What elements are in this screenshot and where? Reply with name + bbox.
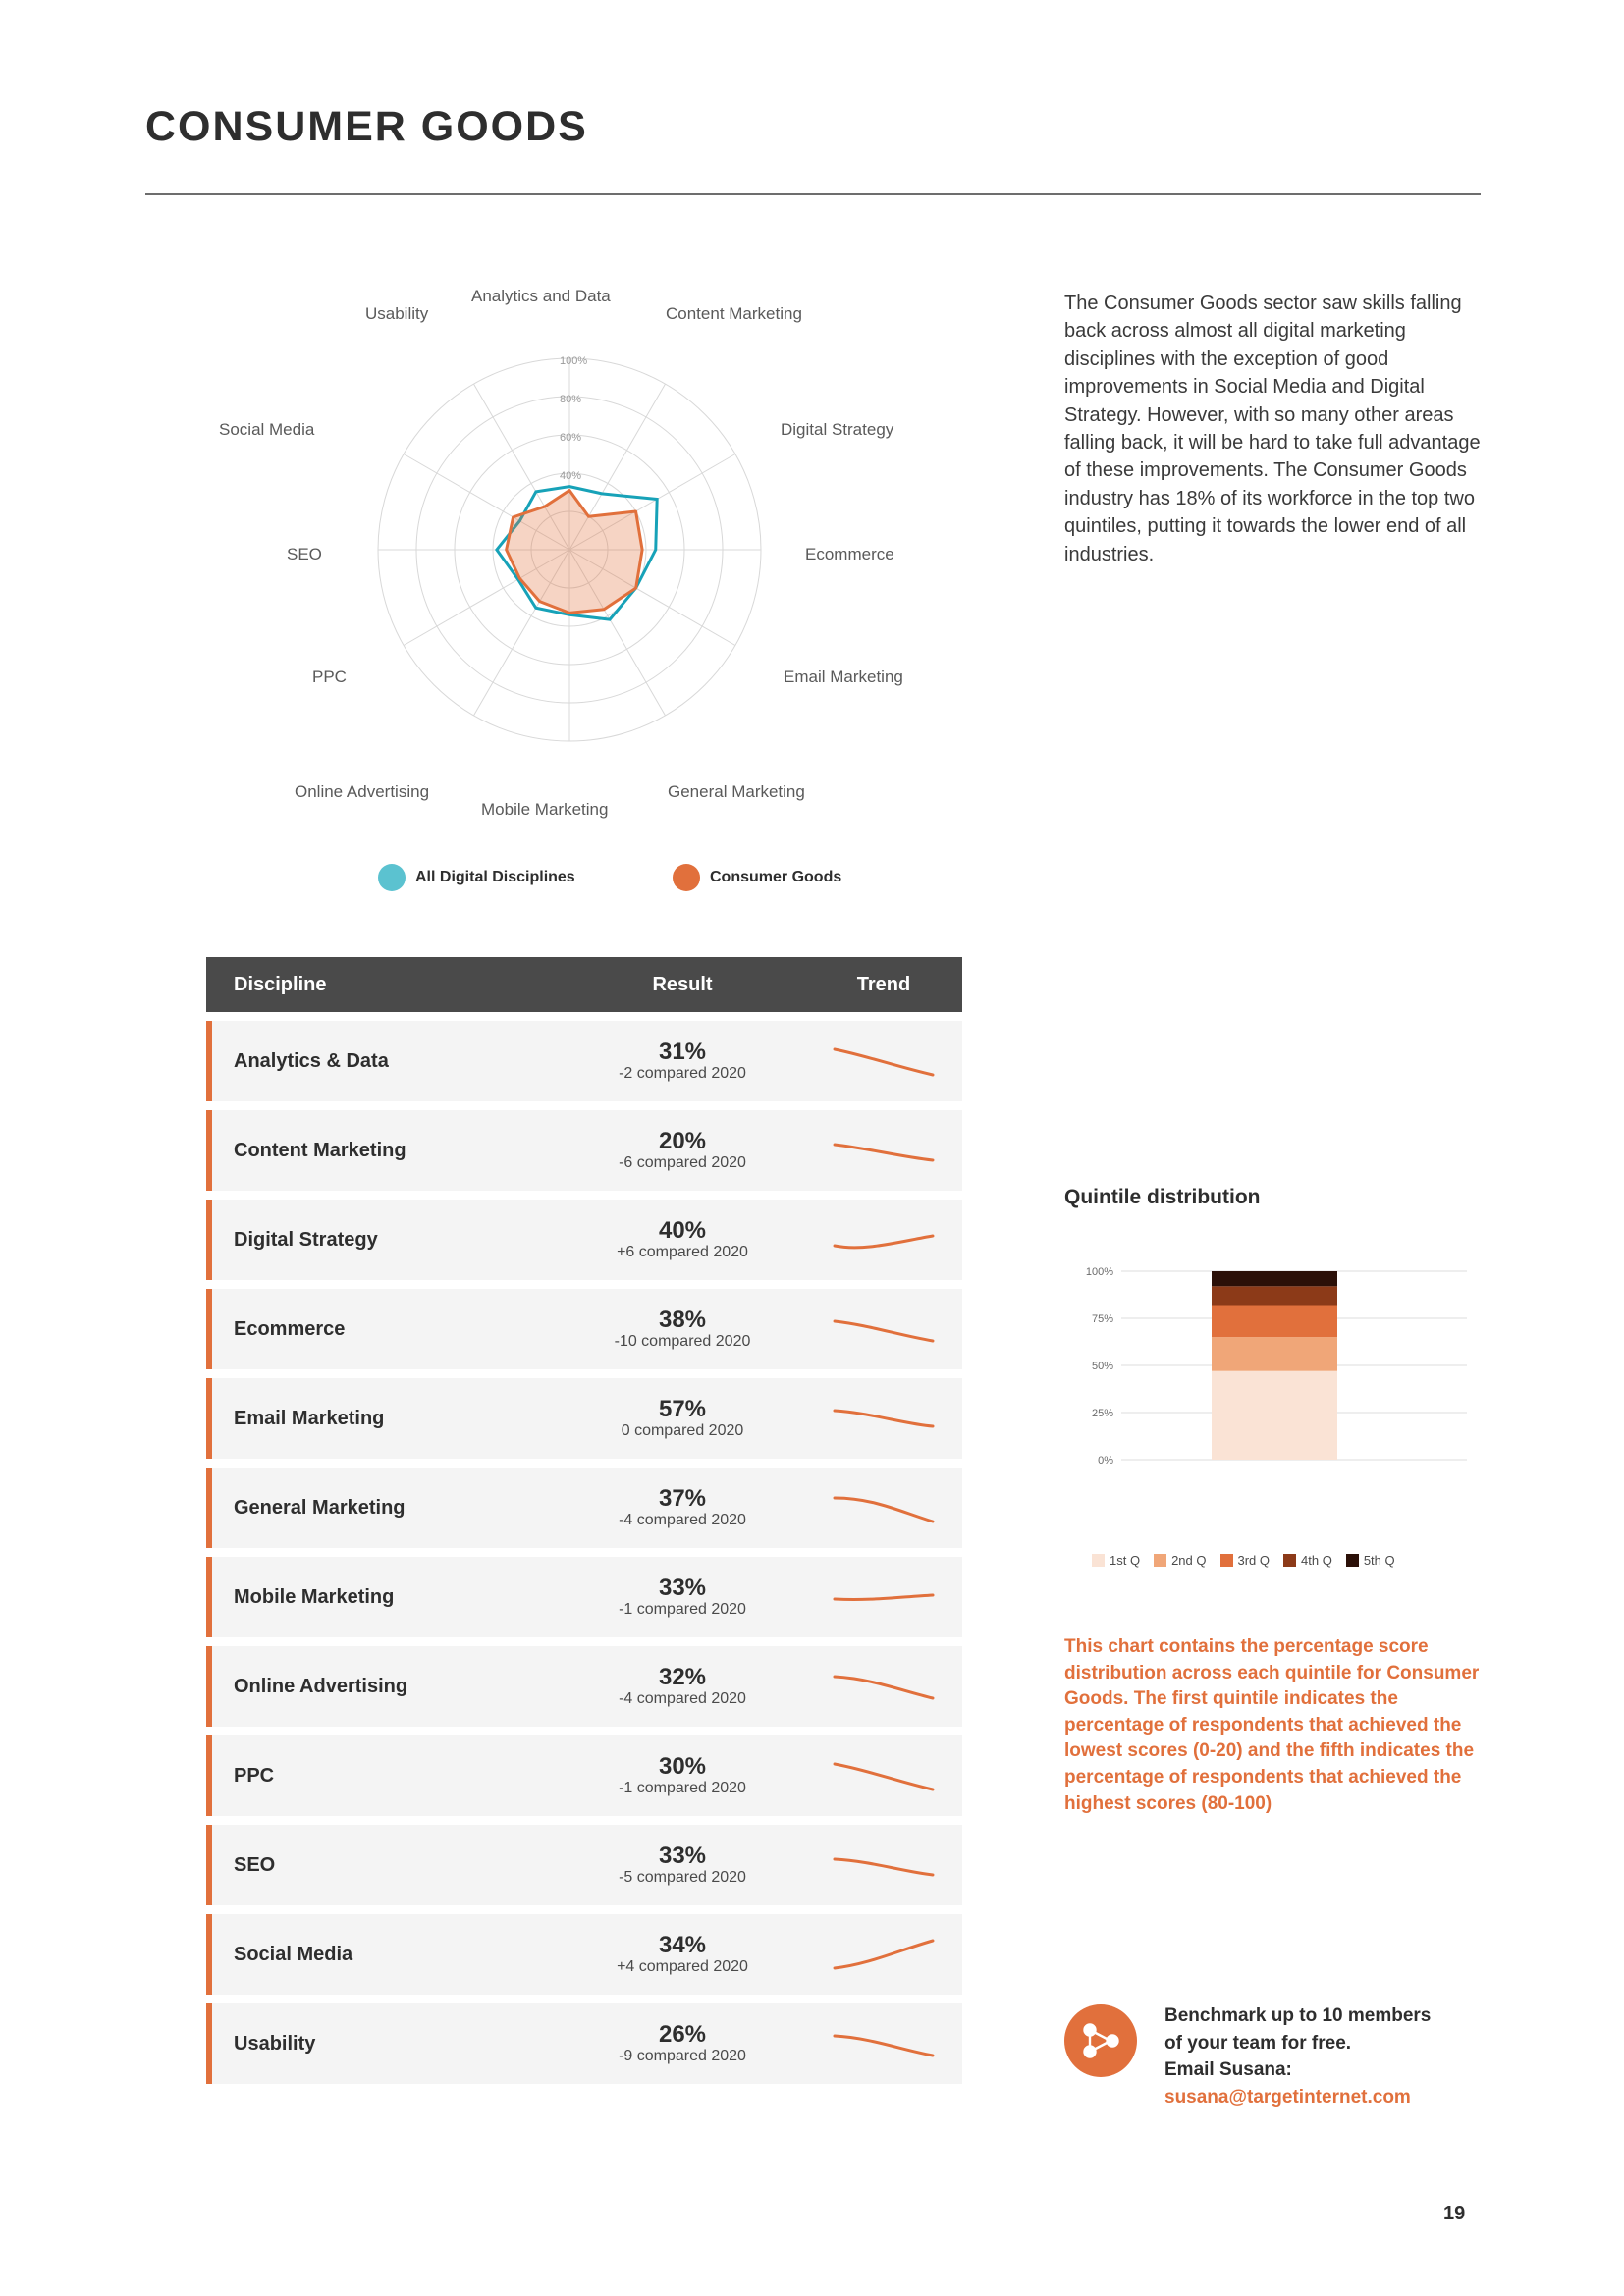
cell-trend <box>805 1667 962 1706</box>
radar-axis-label-content-marketing: Content Marketing <box>666 304 802 323</box>
table-row <box>206 1557 962 1637</box>
cell-result <box>560 1486 805 1529</box>
svg-text:25%: 25% <box>1091 1408 1113 1419</box>
swatch-icon <box>1154 1554 1166 1567</box>
cell-trend <box>805 1756 962 1795</box>
radar-chart <box>196 265 972 825</box>
result-value: 38% <box>658 1306 707 1333</box>
radar-axis-label-digital-strategy: Digital Strategy <box>781 420 894 439</box>
radar-axis-label-general-marketing: General Marketing <box>668 782 805 801</box>
table-header-trend: Trend <box>856 973 911 995</box>
radar-axis-label-ppc: PPC <box>312 667 347 686</box>
quintile-legend-item-5 <box>1346 1553 1395 1568</box>
result-value: 33% <box>658 1842 707 1869</box>
result-value: 26% <box>658 2020 707 2048</box>
cell-trend <box>805 1845 962 1885</box>
cell-trend <box>805 2024 962 2063</box>
benchmark-callout <box>1164 2002 1498 2110</box>
result-compare: -1 compared 2020 <box>619 1780 746 1797</box>
cell-trend <box>805 1935 962 1974</box>
svg-text:0%: 0% <box>1098 1455 1113 1467</box>
quintile-legend-label: 4th Q <box>1301 1553 1332 1568</box>
quintile-legend-label: 5th Q <box>1363 1553 1395 1568</box>
cell-discipline: Mobile Marketing <box>234 1585 395 1608</box>
radar-axis-label-usability: Usability <box>365 304 429 323</box>
result-compare: -4 compared 2020 <box>619 1690 746 1708</box>
result-value: 34% <box>658 1931 707 1958</box>
svg-text:100%: 100% <box>1085 1266 1113 1278</box>
result-compare: 0 compared 2020 <box>621 1422 744 1440</box>
cell-discipline: Analytics & Data <box>234 1049 389 1072</box>
trend-down-icon <box>830 1309 938 1349</box>
quintile-legend-label: 3rd Q <box>1237 1553 1271 1568</box>
table-row <box>206 1110 962 1191</box>
result-value: 40% <box>658 1216 707 1244</box>
benchmark-line-3: Email Susana: <box>1164 2059 1292 2081</box>
table-row <box>206 1468 962 1548</box>
cell-discipline: Ecommerce <box>234 1317 346 1340</box>
result-compare: -5 compared 2020 <box>619 1869 746 1887</box>
trend-down-icon <box>830 1667 938 1706</box>
cell-result <box>560 1397 805 1440</box>
cell-result <box>560 1754 805 1797</box>
result-compare: -4 compared 2020 <box>619 1512 746 1529</box>
quintile-legend-item-4 <box>1283 1553 1332 1568</box>
quintile-note: This chart contains the percentage score distribution across each quintile for Consumer Goods. The first quintile indicates the percentage of respondents that achieved the lowest scores (0-20) and the fifth indicates the percentage of respondents that achieved the highest scores (80-100) <box>1064 1636 1480 1814</box>
cell-result <box>560 1933 805 1976</box>
result-compare: -6 compared 2020 <box>619 1154 746 1172</box>
quintile-legend-item-1 <box>1092 1553 1140 1568</box>
table-header-row <box>206 957 962 1012</box>
benchmark-email-link[interactable]: susana@targetinternet.com <box>1164 2086 1411 2108</box>
swatch-icon <box>1346 1554 1359 1567</box>
quintile-legend-label: 1st Q <box>1110 1553 1141 1568</box>
radar-axis-label-mobile-marketing: Mobile Marketing <box>481 800 609 819</box>
cell-result <box>560 1575 805 1619</box>
table-row <box>206 1735 962 1816</box>
quintile-chart-title: Quintile distribution <box>1064 1186 1261 1208</box>
trend-down-icon <box>830 1845 938 1885</box>
cell-trend <box>805 1309 962 1349</box>
sector-summary-paragraph: The Consumer Goods sector saw skills falling back across almost all digital marketing disciplines with the exception of good improvements in Social Media and Digital Strategy. However, with so many other areas falling back, it will be hard to take full advantage of these improvements. The Consumer Goods industry has 18% of its workforce in the top two quintiles, putting it towards the lower end of all industries. <box>1064 293 1481 565</box>
result-compare: +4 compared 2020 <box>617 1958 748 1976</box>
svg-text:50%: 50% <box>1091 1361 1113 1372</box>
trend-flat-down-icon <box>830 1399 938 1438</box>
result-value: 31% <box>658 1038 707 1065</box>
cell-result <box>560 1665 805 1708</box>
result-value: 30% <box>658 1752 707 1780</box>
cell-trend <box>805 1220 962 1259</box>
radar-ring-label-40: 40% <box>560 470 582 482</box>
result-value: 33% <box>658 1574 707 1601</box>
radar-axis-label-online-advertising: Online Advertising <box>295 782 430 801</box>
table-header-result: Result <box>652 973 713 995</box>
result-compare: -2 compared 2020 <box>619 1065 746 1083</box>
cell-result <box>560 1843 805 1887</box>
cell-discipline: Social Media <box>234 1943 353 1965</box>
trend-down-icon <box>830 1131 938 1170</box>
legend-label: Consumer Goods <box>710 869 842 885</box>
cell-result <box>560 1218 805 1261</box>
result-value: 20% <box>658 1127 707 1154</box>
result-value: 37% <box>658 1484 707 1512</box>
radar-legend <box>363 864 874 903</box>
result-compare: -1 compared 2020 <box>619 1601 746 1619</box>
cell-trend <box>805 1131 962 1170</box>
discipline-results-table <box>206 957 962 2084</box>
result-value: 57% <box>658 1395 707 1422</box>
cell-discipline: Content Marketing <box>234 1139 406 1161</box>
quintile-legend <box>1092 1553 1485 1568</box>
page-number: 19 <box>1443 2203 1466 2224</box>
page-title: CONSUMER GOODS <box>145 103 588 150</box>
legend-dot-icon <box>378 864 406 891</box>
network-share-icon <box>1064 2004 1137 2077</box>
table-row <box>206 1378 962 1459</box>
cell-discipline: Email Marketing <box>234 1407 385 1429</box>
legend-dot-icon <box>673 864 700 891</box>
cell-trend <box>805 1577 962 1617</box>
benchmark-line-1: Benchmark up to 10 members <box>1164 2005 1432 2026</box>
cell-discipline: Online Advertising <box>234 1675 408 1697</box>
result-value: 32% <box>658 1663 707 1690</box>
cell-result <box>560 1040 805 1083</box>
radar-axis-label-social-media: Social Media <box>219 420 315 439</box>
cell-result <box>560 1129 805 1172</box>
table-row <box>206 1914 962 1995</box>
cell-discipline: PPC <box>234 1764 275 1787</box>
legend-label: All Digital Disciplines <box>415 869 575 885</box>
swatch-icon <box>1283 1554 1296 1567</box>
cell-result <box>560 1308 805 1351</box>
quintile-legend-item-3 <box>1220 1553 1271 1568</box>
result-compare: +6 compared 2020 <box>617 1244 748 1261</box>
cell-trend <box>805 1399 962 1438</box>
cell-discipline: SEO <box>234 1853 276 1876</box>
table-header-discipline: Discipline <box>234 973 327 995</box>
title-divider <box>145 193 1481 195</box>
quintile-chart <box>1064 1261 1477 1517</box>
cell-discipline: Usability <box>234 2032 316 2055</box>
cell-trend <box>805 1488 962 1527</box>
radar-ring-label-80: 80% <box>560 394 582 405</box>
radar-ring-label-60: 60% <box>560 432 582 444</box>
cell-discipline: General Marketing <box>234 1496 406 1519</box>
swatch-icon <box>1092 1554 1105 1567</box>
table-row <box>206 1289 962 1369</box>
table-row <box>206 1825 962 1905</box>
radar-axis-label-seo: SEO <box>287 545 322 563</box>
quintile-chart-svg <box>1064 1261 1477 1517</box>
cell-discipline: Digital Strategy <box>234 1228 378 1251</box>
svg-text:75%: 75% <box>1091 1313 1113 1325</box>
trend-up-icon <box>830 1935 938 1974</box>
trend-flat-icon <box>830 1577 938 1617</box>
trend-down-icon <box>830 1041 938 1081</box>
swatch-icon <box>1220 1554 1233 1567</box>
table-row <box>206 1021 962 1101</box>
result-compare: -10 compared 2020 <box>614 1333 751 1351</box>
cell-trend <box>805 1041 962 1081</box>
radar-ring-label-100: 100% <box>560 355 588 367</box>
benchmark-line-2: of your team for free. <box>1164 2032 1352 2054</box>
table-row <box>206 1646 962 1727</box>
trend-up-slight-icon <box>830 1220 938 1259</box>
trend-down-icon <box>830 1756 938 1795</box>
network-share-icon-svg <box>1064 2004 1137 2077</box>
legend-item-consumer-goods <box>673 864 841 891</box>
cell-result <box>560 2022 805 2065</box>
quintile-legend-item-2 <box>1154 1553 1206 1568</box>
trend-down-icon <box>830 1488 938 1527</box>
radar-axis-label-email-marketing: Email Marketing <box>784 667 903 686</box>
radar-axis-label-analytics-and-data: Analytics and Data <box>471 287 611 305</box>
legend-item-all-digital-disciplines <box>378 864 575 891</box>
table-row <box>206 1200 962 1280</box>
result-compare: -9 compared 2020 <box>619 2048 746 2065</box>
radar-axis-label-ecommerce: Ecommerce <box>805 545 894 563</box>
trend-down-icon <box>830 2024 938 2063</box>
quintile-legend-label: 2nd Q <box>1171 1553 1207 1568</box>
table-row <box>206 2003 962 2084</box>
